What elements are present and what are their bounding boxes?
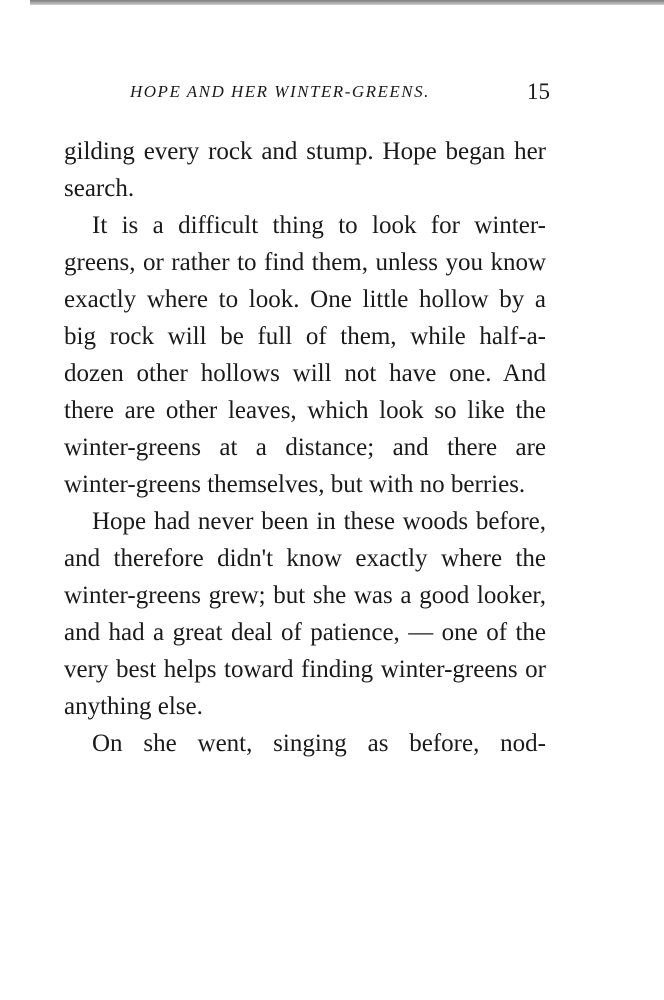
body-text xyxy=(64,133,546,762)
running-title: HOPE AND HER WINTER-GREENS. xyxy=(130,82,430,101)
paragraph-2: It is a difficult thing to look for winter-greens, or rather to find them, unless you know exactly where to look. One little hollow by a big rock will be full of them, while half-a-dozen other hollows will not have one. And there are other leaves, which look so like the winter-greens at a distance; and there are winter-greens themselves, but with no berries. xyxy=(64,212,546,498)
paragraph-3: Hope had never been in these woods before, and therefore didn't know exactly where the winter-greens grew; but she was a good looker, and had a great deal of patience, — one of the very best helps toward finding winter-greens or anything else. xyxy=(64,508,546,720)
paragraph-1: gilding every rock and stump. Hope began her search. xyxy=(64,138,546,202)
top-scan-rule xyxy=(30,0,664,5)
page-header xyxy=(130,79,550,112)
paragraph-4: On she went, singing as before, nod- xyxy=(92,730,546,757)
page-number: 15 xyxy=(527,79,550,104)
